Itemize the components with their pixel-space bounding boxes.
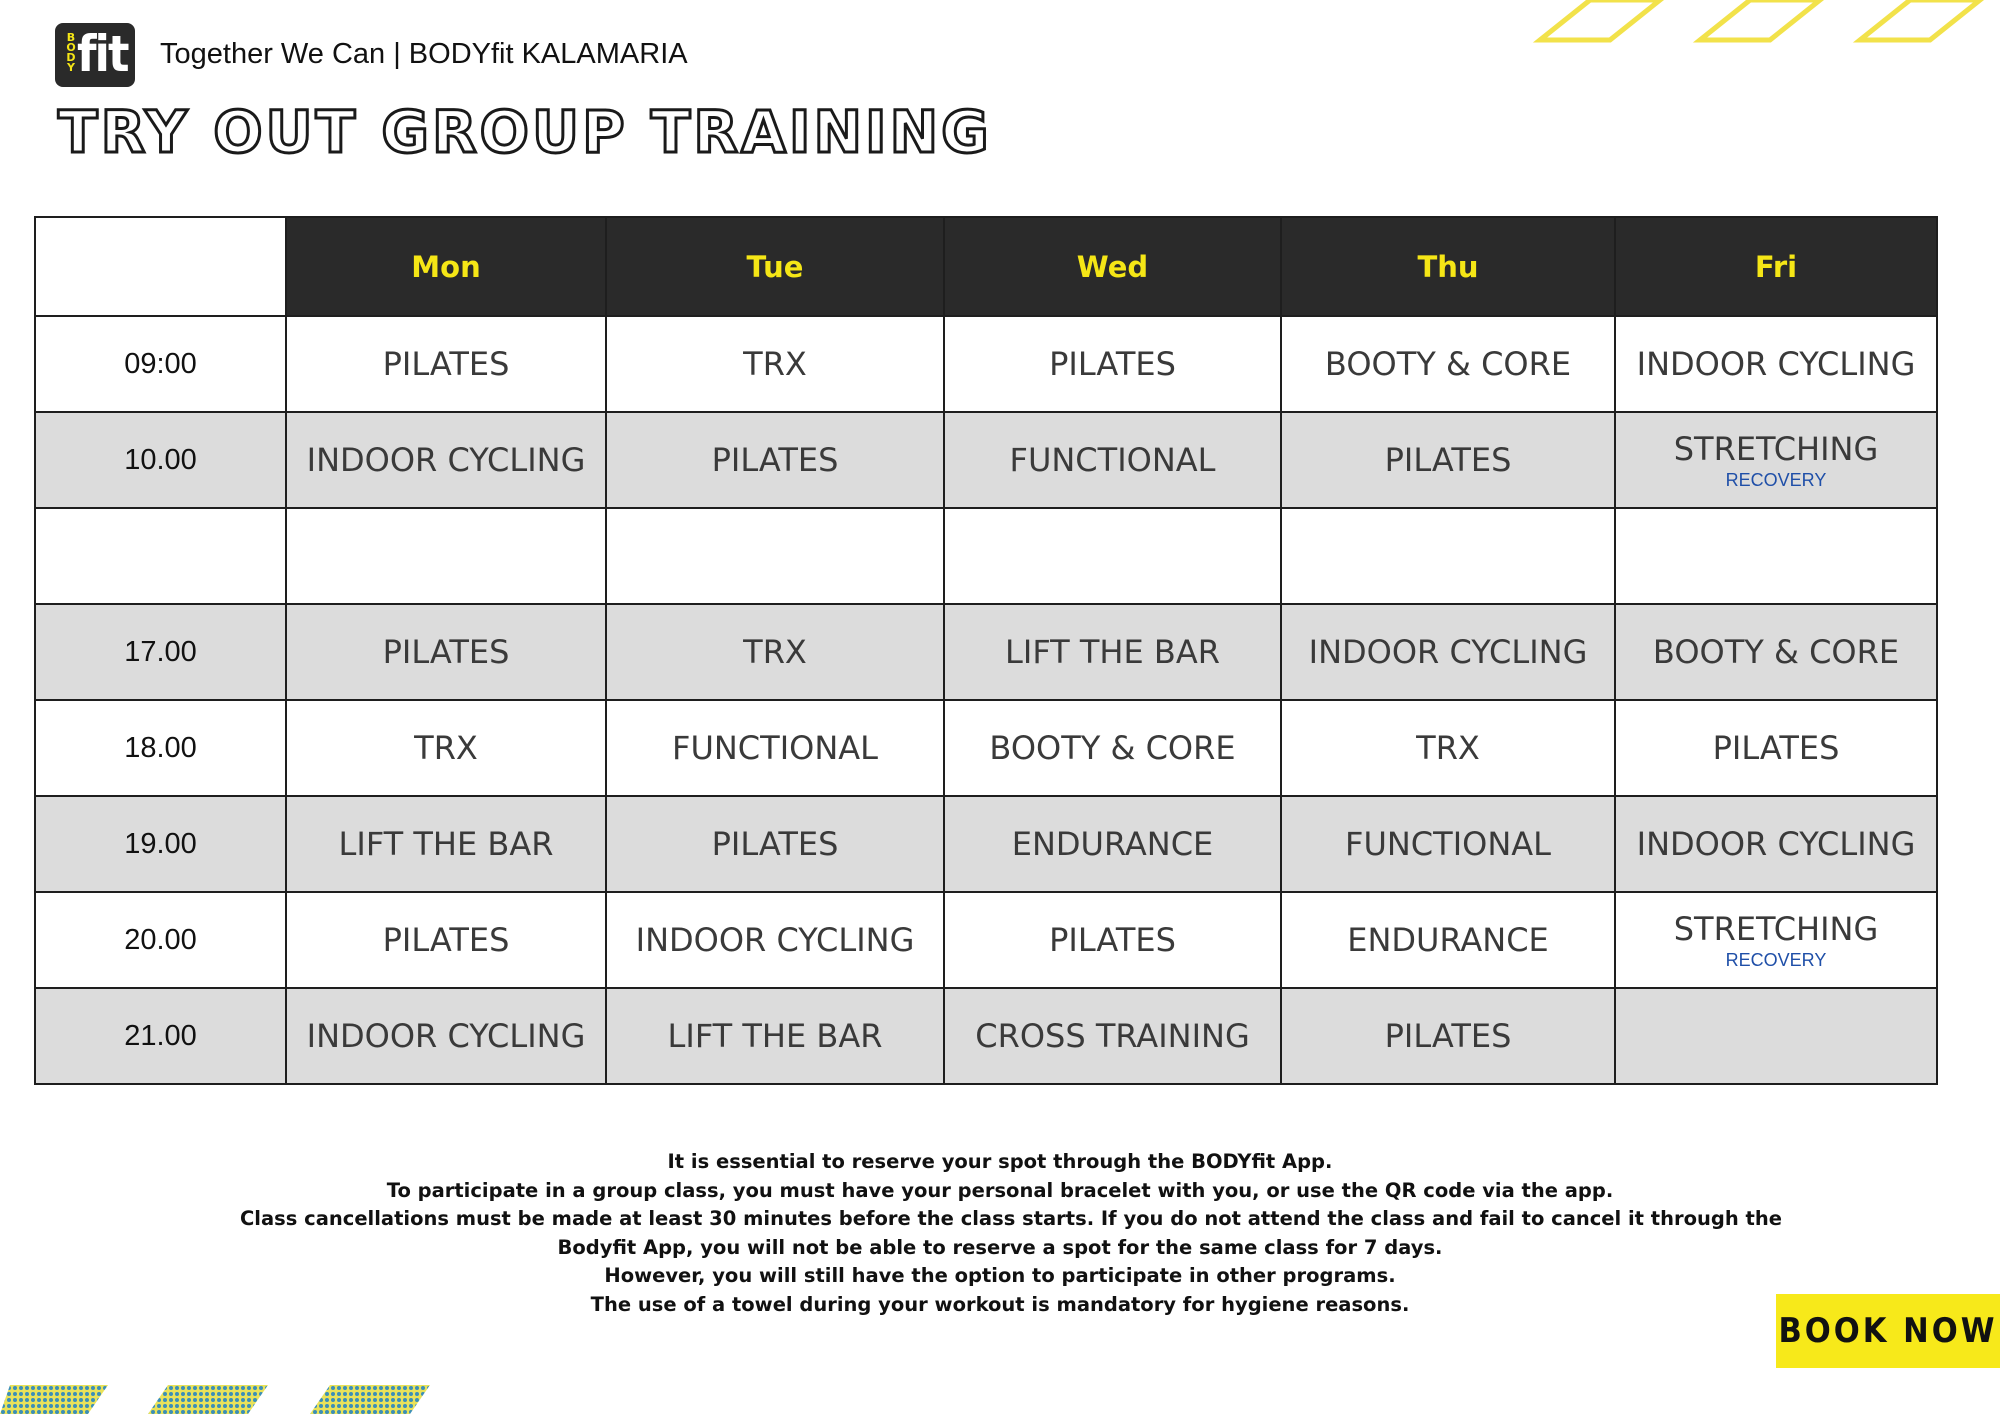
class-cell[interactable]: [286, 988, 606, 1084]
class-cell[interactable]: [1615, 796, 1937, 892]
class-name: PILATES: [1384, 1017, 1512, 1055]
class-cell[interactable]: [1281, 508, 1615, 604]
class-name: PILATES: [1712, 729, 1840, 767]
class-name: INDOOR CYCLING: [306, 1017, 586, 1055]
class-name: PILATES: [711, 441, 839, 479]
class-name: BOOTY & CORE: [1652, 633, 1900, 671]
gym-tagline: Together We Can | BODYfit KALAMARIA: [160, 38, 688, 70]
booking-rules-notes: [240, 1148, 1782, 1319]
time-slot-cell: 19.00: [35, 796, 286, 892]
class-cell[interactable]: [606, 316, 944, 412]
class-name: FUNCTIONAL: [672, 729, 878, 767]
class-cell[interactable]: [286, 604, 606, 700]
class-cell[interactable]: [944, 316, 1281, 412]
class-name: TRX: [1416, 729, 1480, 767]
bodyfit-logo: [55, 23, 135, 87]
class-cell[interactable]: [1281, 700, 1615, 796]
class-name: LIFT THE BAR: [1005, 633, 1220, 671]
day-header: Wed: [944, 217, 1281, 316]
class-name: INDOOR CYCLING: [1308, 633, 1588, 671]
class-cell[interactable]: [286, 508, 606, 604]
class-name: BOOTY & CORE: [1324, 345, 1572, 383]
class-cell[interactable]: [606, 796, 944, 892]
logo-fit-text: fit: [77, 25, 128, 83]
class-cell[interactable]: [286, 412, 606, 508]
class-cell[interactable]: [1281, 412, 1615, 508]
time-slot-cell: 21.00: [35, 988, 286, 1084]
schedule-row: [35, 988, 1937, 1084]
class-cell[interactable]: [606, 604, 944, 700]
schedule-row: [35, 508, 1937, 604]
book-now-button[interactable]: BOOK NOW: [1776, 1294, 2000, 1368]
class-name: STRETCHING: [1673, 429, 1879, 468]
page-title: TRY OUT GROUP TRAINING: [58, 98, 992, 166]
decorative-stripes-bottom: [0, 1385, 460, 1414]
class-cell[interactable]: [944, 700, 1281, 796]
day-header: Tue: [606, 217, 944, 316]
note-line: The use of a towel during your workout is mandatory for hygiene reasons.: [590, 1292, 1410, 1316]
class-cell[interactable]: [606, 988, 944, 1084]
schedule-row: [35, 796, 1937, 892]
class-cell[interactable]: [1615, 892, 1937, 988]
day-header: Mon: [286, 217, 606, 316]
time-slot-cell: 18.00: [35, 700, 286, 796]
class-name: INDOOR CYCLING: [1636, 345, 1916, 383]
note-line: However, you will still have the option to participate in other programs.: [604, 1264, 1396, 1287]
note-line: To participate in a group class, you must have your personal bracelet with you, or use the QR code via the app.: [386, 1178, 1614, 1202]
note-line: Class cancellations must be made at least 30 minutes before the class starts. If you do not attend the class and fail to cancel it through the: [240, 1207, 1782, 1230]
class-name: PILATES: [382, 921, 510, 959]
class-name: PILATES: [711, 825, 839, 863]
schedule-row: [35, 412, 1937, 508]
class-cell[interactable]: [286, 316, 606, 412]
class-name: STRETCHING: [1673, 909, 1879, 948]
class-cell[interactable]: [944, 892, 1281, 988]
time-slot-cell: 09:00: [35, 316, 286, 412]
day-header: Fri: [1615, 217, 1937, 316]
class-name: TRX: [414, 729, 478, 767]
time-slot-cell: 17.00: [35, 604, 286, 700]
note-line: Bodyfit App, you will not be able to reserve a spot for the same class for 7 days.: [557, 1235, 1443, 1259]
class-cell[interactable]: [1615, 316, 1937, 412]
class-cell[interactable]: [1615, 604, 1937, 700]
class-name: ENDURANCE: [1347, 921, 1549, 959]
class-name: INDOOR CYCLING: [306, 441, 586, 479]
class-cell[interactable]: [1281, 604, 1615, 700]
schedule-row: [35, 700, 1937, 796]
class-name: LIFT THE BAR: [338, 825, 554, 863]
class-cell[interactable]: [606, 700, 944, 796]
class-name: PILATES: [1049, 345, 1176, 383]
day-header-row: [35, 217, 1937, 316]
class-cell[interactable]: [1615, 412, 1937, 508]
class-name: PILATES: [1049, 921, 1176, 959]
class-cell[interactable]: [606, 412, 944, 508]
day-header: Thu: [1281, 217, 1615, 316]
class-subtitle: RECOVERY: [1725, 469, 1827, 490]
class-cell[interactable]: [944, 508, 1281, 604]
time-slot-cell: 10.00: [35, 412, 286, 508]
class-cell[interactable]: [1615, 700, 1937, 796]
class-cell[interactable]: [1615, 988, 1937, 1084]
class-cell[interactable]: [944, 604, 1281, 700]
class-cell[interactable]: [286, 892, 606, 988]
class-name: INDOOR CYCLING: [635, 921, 915, 959]
class-name: ENDURANCE: [1011, 825, 1214, 863]
class-name: TRX: [743, 345, 807, 383]
decorative-stripes-top: [1530, 0, 2000, 44]
class-name: PILATES: [1384, 441, 1512, 479]
class-cell[interactable]: [1281, 316, 1615, 412]
class-subtitle: RECOVERY: [1725, 949, 1827, 970]
logo-body-letters: B O D Y: [66, 31, 76, 74]
class-cell[interactable]: [1281, 988, 1615, 1084]
schedule-row: [35, 316, 1937, 412]
class-cell[interactable]: [944, 796, 1281, 892]
class-name: PILATES: [382, 633, 510, 671]
class-cell[interactable]: [286, 796, 606, 892]
class-cell[interactable]: [606, 892, 944, 988]
header-corner-cell: [35, 217, 286, 316]
class-cell[interactable]: [606, 508, 944, 604]
time-slot-cell: 20.00: [35, 892, 286, 988]
class-name: TRX: [743, 633, 807, 671]
class-name: INDOOR CYCLING: [1636, 825, 1916, 863]
class-cell[interactable]: [1281, 796, 1615, 892]
class-cell[interactable]: [1281, 892, 1615, 988]
schedule-row: [35, 604, 1937, 700]
class-cell[interactable]: [944, 988, 1281, 1084]
time-slot-cell: [35, 508, 286, 604]
class-schedule-table: [34, 216, 1938, 1085]
class-cell[interactable]: [944, 412, 1281, 508]
class-name: LIFT THE BAR: [667, 1017, 883, 1055]
schedule-row: [35, 892, 1937, 988]
class-cell[interactable]: [286, 700, 606, 796]
class-cell[interactable]: [1615, 508, 1937, 604]
class-name: CROSS TRAINING: [975, 1017, 1250, 1055]
class-name: BOOTY & CORE: [989, 729, 1236, 767]
note-line: It is essential to reserve your spot through the BODYfit App.: [667, 1150, 1333, 1173]
class-name: FUNCTIONAL: [1345, 825, 1551, 863]
class-name: FUNCTIONAL: [1009, 441, 1216, 479]
class-name: PILATES: [382, 345, 510, 383]
